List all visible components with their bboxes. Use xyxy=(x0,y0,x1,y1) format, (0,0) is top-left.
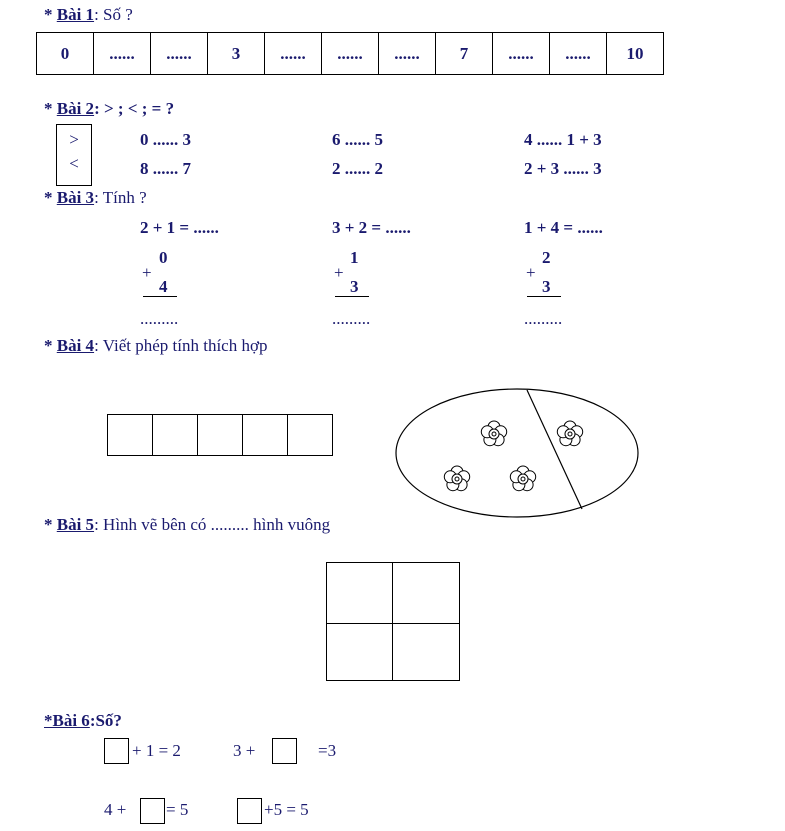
equation-answer-strip xyxy=(107,414,333,456)
bai6-heading xyxy=(44,711,122,731)
sequence-cell[interactable]: ...... xyxy=(322,33,379,75)
compare-item[interactable]: 0 ...... 3 xyxy=(140,130,191,149)
grid-horizontal-line xyxy=(327,623,459,624)
bai6-title: :Số? xyxy=(89,711,122,730)
compare-item[interactable]: 6 ...... 5 xyxy=(332,130,383,149)
bai4-title: : Viết phép tính thích hợp xyxy=(94,336,268,355)
grid-vertical-line xyxy=(392,563,393,680)
column-top-number: 1 xyxy=(350,248,359,267)
addition-item[interactable]: 2 + 1 = ...... xyxy=(140,218,219,237)
equation-text: 3 + xyxy=(233,741,256,760)
compare-item[interactable]: 2 ...... 2 xyxy=(332,159,383,178)
column-result[interactable]: ......... xyxy=(140,309,179,328)
sequence-cell[interactable]: ...... xyxy=(94,33,151,75)
sequence-cell: 7 xyxy=(436,33,493,75)
plus-sign: + xyxy=(526,263,536,282)
blank-box[interactable] xyxy=(237,798,262,824)
addition-item[interactable]: 1 + 4 = ...... xyxy=(524,218,603,237)
bai5-label: Bài 5 xyxy=(56,515,95,534)
sequence-cell[interactable]: ...... xyxy=(493,33,550,75)
equation-box[interactable] xyxy=(198,415,243,455)
bai1-title: : Số ? xyxy=(94,5,133,24)
comparison-signs-box xyxy=(56,124,92,186)
compare-item[interactable]: 8 ...... 7 xyxy=(140,159,191,178)
compare-item[interactable]: 2 + 3 ...... 3 xyxy=(524,159,602,178)
plus-sign: + xyxy=(142,263,152,282)
bai2-star: * xyxy=(44,99,53,118)
sequence-cell[interactable]: ...... xyxy=(379,33,436,75)
equation-text: +5 = 5 xyxy=(264,800,309,819)
sequence-cell[interactable]: ...... xyxy=(550,33,607,75)
bai5-heading xyxy=(44,515,330,535)
sequence-cell: 3 xyxy=(208,33,265,75)
column-top-number: 0 xyxy=(159,248,168,267)
equation-box[interactable] xyxy=(243,415,288,455)
bai6-label: Bài 6 xyxy=(52,711,90,730)
addition-item[interactable]: 3 + 2 = ...... xyxy=(332,218,411,237)
blank-box[interactable] xyxy=(272,738,297,764)
bai3-heading xyxy=(44,188,147,208)
blank-box[interactable] xyxy=(140,798,165,824)
oval-outline xyxy=(396,389,638,517)
bai2-heading xyxy=(44,99,174,119)
bai2-title: : > ; < ; = ? xyxy=(94,99,175,118)
less-than-sign: < xyxy=(69,154,79,173)
column-underline xyxy=(335,296,369,297)
blank-box[interactable] xyxy=(104,738,129,764)
bai3-star: * xyxy=(44,188,53,207)
bai1-label: Bài 1 xyxy=(56,5,95,24)
flower-oval-illustration xyxy=(394,388,644,522)
equation-box[interactable] xyxy=(108,415,153,455)
compare-item[interactable]: 4 ...... 1 + 3 xyxy=(524,130,602,149)
sequence-cell: 10 xyxy=(607,33,664,75)
column-bottom-number: 4 xyxy=(159,277,168,296)
equation-box[interactable] xyxy=(288,415,332,455)
bai4-star: * xyxy=(44,336,53,355)
column-bottom-number: 3 xyxy=(350,277,359,296)
bai4-label: Bài 4 xyxy=(56,336,95,355)
column-top-number: 2 xyxy=(542,248,551,267)
column-underline xyxy=(143,296,177,297)
equation-text: = 5 xyxy=(166,800,189,819)
equation-text: 4 + xyxy=(104,800,127,819)
bai2-label: Bài 2 xyxy=(56,99,95,118)
bai6-star: * xyxy=(44,711,53,730)
sequence-cell[interactable]: ...... xyxy=(265,33,322,75)
greater-than-sign: > xyxy=(69,130,79,149)
column-bottom-number: 3 xyxy=(542,277,551,296)
equation-text: =3 xyxy=(318,741,337,760)
sequence-cell: 0 xyxy=(37,33,94,75)
equation-box[interactable] xyxy=(153,415,198,455)
square-grid-figure xyxy=(326,562,460,681)
bai5-title: : Hình vẽ bên có ......... hình vuông xyxy=(94,515,331,534)
column-underline xyxy=(527,296,561,297)
column-result[interactable]: ......... xyxy=(524,309,563,328)
bai3-label: Bài 3 xyxy=(56,188,95,207)
plus-sign: + xyxy=(334,263,344,282)
bai4-heading xyxy=(44,336,267,356)
number-sequence-table xyxy=(36,32,664,75)
bai3-title: : Tính ? xyxy=(94,188,147,207)
sequence-cell[interactable]: ...... xyxy=(151,33,208,75)
equation-text: + 1 = 2 xyxy=(132,741,181,760)
column-result[interactable]: ......... xyxy=(332,309,371,328)
bai5-star: * xyxy=(44,515,53,534)
bai1-star: * xyxy=(44,5,53,24)
bai1-heading xyxy=(44,5,133,25)
